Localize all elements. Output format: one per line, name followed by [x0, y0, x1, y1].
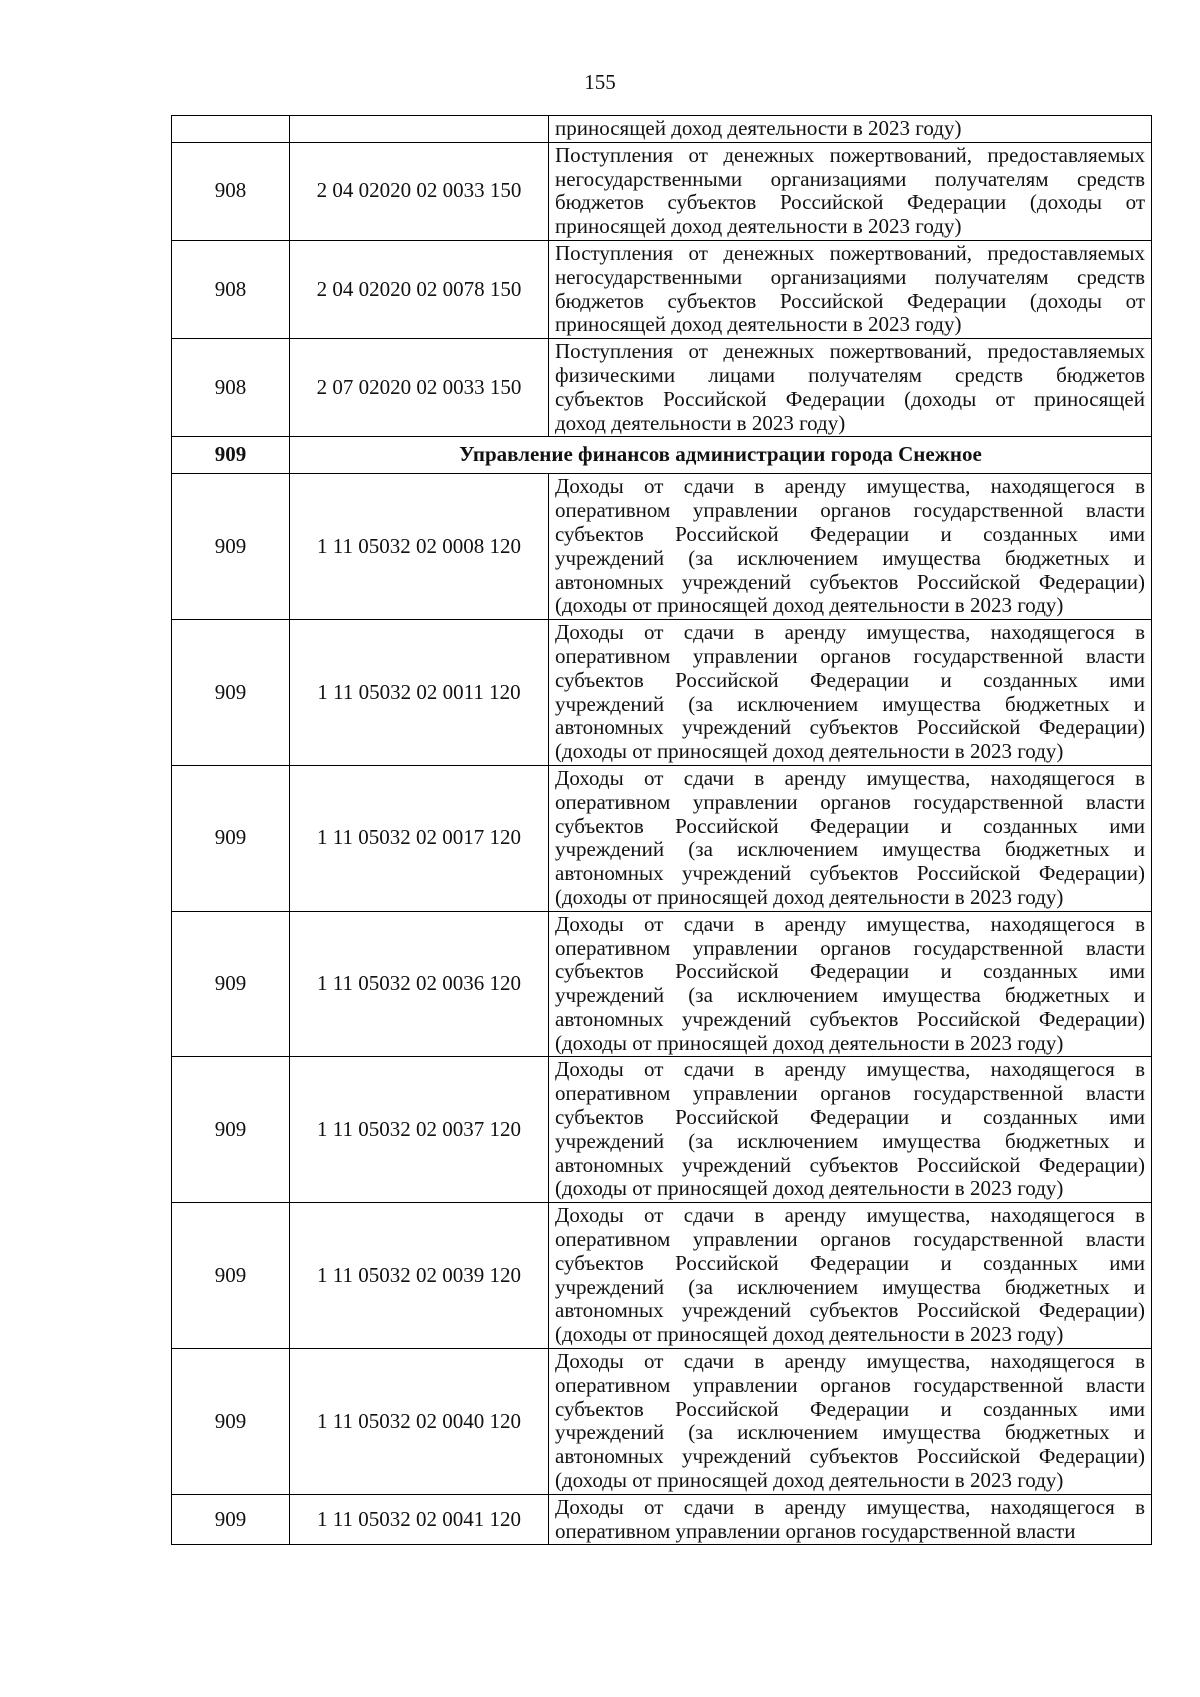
- description-line: субъектов Российской Федерации и созданных ими: [555, 1105, 1145, 1130]
- admin-code-cell: 909: [172, 474, 290, 620]
- budget-code-cell: [290, 116, 549, 143]
- description-line: субъектов Российской Федерации и созданных ими: [555, 667, 1145, 692]
- description-line: субъектов Российской Федерации и созданных ими: [555, 959, 1145, 984]
- admin-code-cell: 909: [172, 1057, 290, 1203]
- table-row: [172, 142, 1152, 240]
- budget-code-cell: 2 04 02020 02 0078 150: [290, 240, 549, 338]
- table-row: [172, 1349, 1152, 1495]
- description-line: субъектов Российской Федерации и созданных ими: [555, 813, 1145, 838]
- table-row: [172, 911, 1152, 1057]
- description-line: негосударственными организациями получателям средств: [555, 166, 1145, 191]
- table-row: [172, 339, 1152, 437]
- description-line: физическими лицами получателям средств бюджетов: [555, 362, 1145, 387]
- description-line: автономных учреждений субъектов Российской Федерации): [555, 1152, 1145, 1177]
- description-cell: [549, 1203, 1152, 1349]
- section-title: Управление финансов администрации города Снежное: [290, 437, 1152, 474]
- description-line: (доходы от приносящей доход деятельности в 2023 году): [555, 884, 1064, 909]
- budget-code-cell: 1 11 05032 02 0040 120: [290, 1349, 549, 1495]
- description-line: оперативном управлении органов государственной власти: [555, 1227, 1145, 1252]
- section-header-row: [172, 437, 1152, 474]
- description-line: Доходы от сдачи в аренду имущества, находящегося в: [555, 1057, 1145, 1082]
- description-line: субъектов Российской Федерации и созданных ими: [555, 1250, 1145, 1275]
- table-row: [172, 1057, 1152, 1203]
- description-line: (доходы от приносящей доход деятельности в 2023 году): [555, 1322, 1064, 1347]
- description-line: Доходы от сдачи в аренду имущества, находящегося в: [555, 620, 1145, 645]
- description-line: субъектов Российской Федерации и созданных ими: [555, 521, 1145, 546]
- budget-code-cell: 1 11 05032 02 0036 120: [290, 911, 549, 1057]
- budget-code-cell: 1 11 05032 02 0037 120: [290, 1057, 549, 1203]
- description-line: приносящей доход деятельности в 2023 году): [555, 312, 962, 337]
- admin-code-cell: [172, 116, 290, 143]
- description-line: негосударственными организациями получателям средств: [555, 264, 1145, 289]
- table-row: [172, 116, 1152, 143]
- description-line: автономных учреждений субъектов Российской Федерации): [555, 715, 1145, 740]
- description-line: оперативном управлении органов государственной власти: [555, 1372, 1145, 1397]
- budget-code-cell: 2 07 02020 02 0033 150: [290, 339, 549, 437]
- description-line: оперативном управлении органов государственной власти: [555, 1518, 1076, 1543]
- description-cell: [549, 1057, 1152, 1203]
- description-line: оперативном управлении органов государственной власти: [555, 1081, 1145, 1106]
- table-row: [172, 1203, 1152, 1349]
- description-cell: [549, 339, 1152, 437]
- description-cell: [549, 116, 1152, 143]
- description-line: учреждений (за исключением имущества бюджетных и: [555, 545, 1145, 570]
- description-line: Доходы от сдачи в аренду имущества, находящегося в: [555, 1494, 1145, 1519]
- budget-code-cell: 1 11 05032 02 0041 120: [290, 1494, 549, 1545]
- admin-code-cell: 909: [172, 765, 290, 911]
- admin-code-cell: 909: [172, 437, 290, 474]
- admin-code-cell: 908: [172, 339, 290, 437]
- description-cell: [549, 142, 1152, 240]
- budget-code-cell: 1 11 05032 02 0039 120: [290, 1203, 549, 1349]
- description-line: субъектов Российской Федерации (доходы от приносящей: [555, 386, 1145, 411]
- budget-code-cell: 1 11 05032 02 0017 120: [290, 765, 549, 911]
- description-line: автономных учреждений субъектов Российской Федерации): [555, 1444, 1145, 1469]
- description-cell: [549, 1494, 1152, 1545]
- description-cell: [549, 1349, 1152, 1495]
- description-line: Доходы от сдачи в аренду имущества, находящегося в: [555, 474, 1145, 499]
- table-row: [172, 765, 1152, 911]
- admin-code-cell: 909: [172, 1494, 290, 1545]
- budget-code-cell: 1 11 05032 02 0011 120: [290, 620, 549, 766]
- description-line: (доходы от приносящей доход деятельности в 2023 году): [555, 593, 1064, 618]
- description-line: Доходы от сдачи в аренду имущества, находящегося в: [555, 1349, 1145, 1374]
- description-line: автономных учреждений субъектов Российской Федерации): [555, 1006, 1145, 1031]
- admin-code-cell: 908: [172, 240, 290, 338]
- description-line: (доходы от приносящей доход деятельности в 2023 году): [555, 1468, 1064, 1493]
- description-line: Поступления от денежных пожертвований, предоставляемых: [555, 240, 1145, 265]
- description-line: оперативном управлении органов государственной власти: [555, 498, 1145, 523]
- description-cell: [549, 911, 1152, 1057]
- description-line: учреждений (за исключением имущества бюджетных и: [555, 1128, 1145, 1153]
- page-number: 155: [584, 70, 616, 94]
- budget-code-cell: 2 04 02020 02 0033 150: [290, 142, 549, 240]
- description-line: (доходы от приносящей доход деятельности в 2023 году): [555, 1030, 1064, 1055]
- description-line: учреждений (за исключением имущества бюджетных и: [555, 691, 1145, 716]
- description-line: автономных учреждений субъектов Российской Федерации): [555, 1298, 1145, 1323]
- table-row: [172, 620, 1152, 766]
- admin-code-cell: 909: [172, 620, 290, 766]
- description-cell: [549, 474, 1152, 620]
- admin-code-cell: 909: [172, 1349, 290, 1495]
- description-cell: [549, 620, 1152, 766]
- admin-code-cell: 909: [172, 1203, 290, 1349]
- description-line: приносящей доход деятельности в 2023 году): [555, 116, 962, 140]
- description-line: автономных учреждений субъектов Российской Федерации): [555, 861, 1145, 886]
- description-line: учреждений (за исключением имущества бюджетных и: [555, 1420, 1145, 1445]
- description-line: Поступления от денежных пожертвований, предоставляемых: [555, 339, 1145, 364]
- admin-code-cell: 909: [172, 911, 290, 1057]
- table-row: [172, 474, 1152, 620]
- description-line: приносящей доход деятельности в 2023 году): [555, 214, 962, 239]
- description-line: оперативном управлении органов государственной власти: [555, 935, 1145, 960]
- description-line: доход деятельности в 2023 году): [555, 410, 846, 435]
- description-line: бюджетов субъектов Российской Федерации (доходы от: [555, 288, 1145, 313]
- description-line: Доходы от сдачи в аренду имущества, находящегося в: [555, 765, 1145, 790]
- description-line: учреждений (за исключением имущества бюджетных и: [555, 1274, 1145, 1299]
- admin-code-cell: 908: [172, 142, 290, 240]
- description-cell: [549, 240, 1152, 338]
- table-row: [172, 240, 1152, 338]
- description-line: оперативном управлении органов государственной власти: [555, 643, 1145, 668]
- description-line: (доходы от приносящей доход деятельности в 2023 году): [555, 739, 1064, 764]
- description-line: Доходы от сдачи в аренду имущества, находящегося в: [555, 1203, 1145, 1228]
- revenue-codes-table: [171, 115, 1152, 1545]
- description-line: субъектов Российской Федерации и созданных ими: [555, 1396, 1145, 1421]
- description-cell: [549, 765, 1152, 911]
- description-line: учреждений (за исключением имущества бюджетных и: [555, 837, 1145, 862]
- budget-code-cell: 1 11 05032 02 0008 120: [290, 474, 549, 620]
- description-line: учреждений (за исключением имущества бюджетных и: [555, 983, 1145, 1008]
- description-line: бюджетов субъектов Российской Федерации (доходы от: [555, 190, 1145, 215]
- table-row: [172, 1494, 1152, 1545]
- description-line: Поступления от денежных пожертвований, предоставляемых: [555, 142, 1145, 167]
- description-line: автономных учреждений субъектов Российской Федерации): [555, 569, 1145, 594]
- description-line: Доходы от сдачи в аренду имущества, находящегося в: [555, 911, 1145, 936]
- description-line: оперативном управлении органов государственной власти: [555, 789, 1145, 814]
- description-line: (доходы от приносящей доход деятельности в 2023 году): [555, 1176, 1064, 1201]
